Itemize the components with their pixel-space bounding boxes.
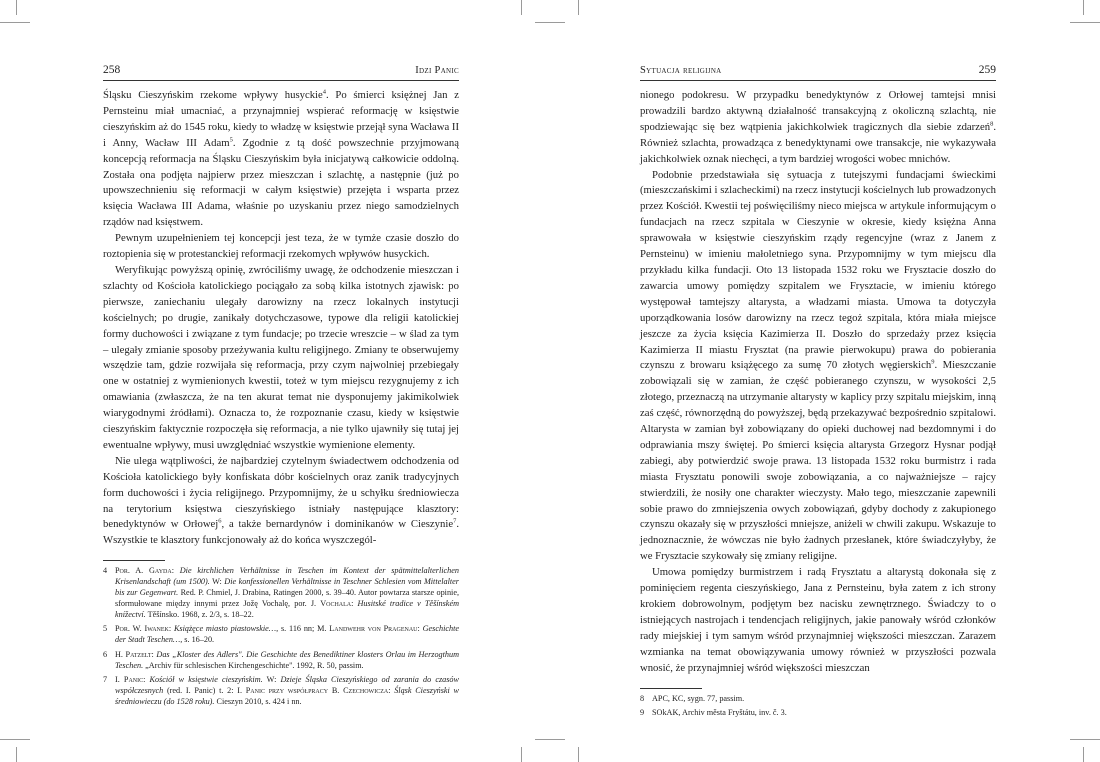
paragraph: Umowa pomiędzy burmistrzem i radą Frysztatu a altarystą dokonała się z pominięciem regenta cieszyńskiego, Jana z Pernsteinu, była zatem z ich strony krokiem dobrowolnym, podjętym bez nacisku zewnętrznego. Świadczy to o istniejących nastrojach i tendencjach religijnych, jakie panowały wśród członków rady miejskiej i tym samym wśród przynajmniej większości mieszczan. Zarazem wzmianka na temat obowiązywania umowy również w przyszłości pozwala wnosić, że przynajmniej wśród większości mieszczan: [640, 566, 996, 674]
body-text: [103, 88, 459, 549]
footnote-divider: [103, 560, 165, 561]
paragraph: Śląsku Cieszyńskim rzekome wpływy husyckie$^4$. Po śmierci księżnej Jan z Pernsteinu miał umacniać, a przynajmniej wspierać reformację w księstwie cieszyńskim aż do 1545 roku, kiedy to władzę w księstwie przejął syna Wacława II i Anny, Wacław III Adam$^5$. Zgodnie z tą dość powszechnie przyjmowaną koncepcją reformacja na Śląsku Cieszyńskim była inicjatywą całkowicie oddolną. Została ona podjęta najpierw przez mieszczan i szlachtę, a następnie (już po upowszechnieniu się reformacji w całym księstwie) przejęta i wsparta przez księcia Wacława III Adama, właśnie po uzyskaniu przez niego samodzielnych rządów nad księstwem.: [103, 88, 459, 229]
footnote: 6 H. Patzelt: Das „Kloster des Adlers". Die Geschichte des Benediktiner klosters Orlau im Herzogthum Teschen. „Archiv für schlesischen Kirchengeschichte". 1992, R. 50, passim.: [103, 649, 460, 670]
crop-mark: [0, 22, 30, 23]
paragraph: Pewnym uzupełnieniem tej koncepcji jest teza, że w tymże czasie doszło do roztopienia się w protestanckiej reformacji rzekomych wpływów husyckich.: [103, 232, 459, 261]
crop-mark: [535, 739, 565, 740]
footnotes: [640, 694, 996, 719]
crop-mark: [16, 0, 17, 15]
left-page: [103, 64, 459, 711]
footnote-ref[interactable]: 5: [229, 136, 233, 144]
crop-mark: [521, 0, 522, 15]
paragraph: Nie ulega wątpliwości, że najbardziej czytelnym świadectwem odchodzenia od Kościoła katolickiego były konfiskata dóbr kościelnych oraz zanik tradycyjnych form duchowości i życia religijnego. Przypomnijmy, że u schyłku średniowiecza na terytorium księstwa cieszyńskiego istniały następujące klasztory: benedyktynów w Orłowej$^6$, a także bernardynów i dominikanów w Cieszynie$^7$. Wszystkie te klasztory funkcjonowały aż do końca wyszczegól-: [103, 454, 459, 547]
footnote-ref[interactable]: 4: [322, 88, 327, 96]
right-page: [640, 64, 996, 722]
page-number: 259: [978, 64, 996, 76]
crop-mark: [1083, 0, 1084, 15]
crop-mark: [1070, 22, 1100, 23]
page-number: 258: [103, 64, 121, 76]
running-head: [103, 64, 459, 81]
footnote: 8 APC, KC, sygn. 77, passim.: [640, 693, 745, 703]
running-head-chapter: Sytuacja religijna: [640, 65, 722, 76]
crop-mark: [16, 747, 17, 762]
crop-mark: [1070, 739, 1100, 740]
paragraph: Weryfikując powyższą opinię, zwróciliśmy uwagę, że odchodzenie mieszczan i szlachty od Kościoła katolickiego pociągało za sobą kilka istotnych zjawisk: po pierwsze, zaniechaniu ulegały darowizny na rzecz lokalnych instytucji kościelnych; po drugie, zanikały dotychczasowe, typowe dla religii katolickiej formy duchowości i związane z tym fundacje; po trzecie wreszcie – w ślad za tym – ulegały zmianie sposoby przeżywania kultu religijnego. Zmiany te obserwujemy wszędzie tam, gdzie rozwijała się reformacja, przy czym najwolniej przebiegały one w ostatniej z wymienionych kwestii, toteż w tym miejscu rezygnujemy z ich omawiania (zwłaszcza, że na ten akurat temat nie dysponujemy jakimikolwiek wiarygodnymi źródłami). Oznacza to, że rozpoznanie czasu, kiedy w księstwie cieszyńskim faktycznie rozpoczęła się reformacja, a nie tylko ujawniły się tutaj jej ewentualne wpływy, musi uwzględniać wszystkie wymienione elementy.: [103, 263, 459, 451]
crop-mark: [0, 739, 30, 740]
footnote-divider: [640, 688, 702, 689]
footnote-ref[interactable]: 7: [453, 517, 457, 525]
body-text: [640, 88, 996, 677]
footnote: 9 SOkAK, Archiv města Fryštátu, inv. č. 3.: [640, 707, 787, 717]
running-head: [640, 64, 996, 81]
footnote: 7 I. Panic: Kościół w księstwie cieszyńskim. W: Dzieje Śląska Cieszyńskiego od zarania do czasów współczesnych (red. I. Panic) t. 2: I. Panic przy współpracy B. Czechowicza: Śląsk Cieszyński w średniowieczu (do 1528 roku). Cieszyn 2010, s. 424 i nn.: [103, 674, 459, 706]
running-head-author: Idzi Panic: [415, 65, 459, 76]
footnote: 5 Por. W. Iwanek: Książęce miasto piastowskie…, s. 116 nn; M. Landwehr von Pragenau: Geschichte der Stadt Teschen…, s. 16–20.: [103, 624, 460, 645]
footnote: 4 Por. A. Gayda: Die kirchlichen Verhältnisse in Teschen im Kontext der spätmittelalterlichen Krisenlandschaft (um 1500). W: Die konfessionellen Verhältnisse in Teschner Schlesien vom Mittelalter bis zur Gegenwart. Red. P. Chmiel, J. Drabina, Ratingen 2000, s. 39–40. Autor powtarza starsze opinie, sformułowane między innymi przez Jožę Vochalę, por. J. Vochala: Husitské tradice v Těšínském knížectví. Těšínsko. 1968, z. 2/3, s. 18–22.: [103, 566, 460, 619]
crop-mark: [521, 747, 522, 762]
crop-mark: [535, 22, 565, 23]
footnote-ref[interactable]: 9: [931, 358, 935, 366]
footnotes: [103, 566, 459, 707]
paragraph: Podobnie przedstawiała się sytuacja z tutejszymi fundacjami świeckimi (mieszczańskimi i szlacheckimi) na rzecz instytucji kościelnych lub prowadzonych przez Kościół. Kwestii tej poświęciliśmy nieco miejsca w artykule informującym o fundacjach na rzecz szpitala w Cieszynie w okresie, kiedy księżna Anna sprawowała w księstwie cieszyńskim rządy regencyjne (wraz z Janem z Pernsteinu) w imieniu małoletniego syna. Przypomnijmy w tym miejscu dla przykładu kilka fundacji. Oto 13 listopada 1532 roku we Frysztacie doszło do zawarcia umowy pomiędzy szpitalem we Frysztacie, w imieniu którego występował tamtejszy altarysta, a władzami miasta. Umowa ta dotyczyła uporządkowania losów darowizny na rzecz tegoż szpitala, która miała miejsce jeszcze za życia księcia Kazimierza II. Doszło do sprzedaży przez księcia Kazimierza II miastu Frysztat (na prawie pierwokupu) prawa do pobierania czynszu z browaru książęcego za sumę 70 złotych węgierskich$^9$. Mieszczanie zobowiązali się w zamian, że część pobieranego czynszu, w wysokości 2,5 złotego, przeznaczą na utrzymanie altarysty w kaplicy przy szpitalu miejskim, inną zaś część, równorzędną do powyższej, będą przekazywać bezpośrednio szpitalowi. Altarysta w zamian był zobowiązany do opieki duchowej nad bezdomnymi i do odprawiania mszy świętej. Po śmierci księcia altarysta Grzegorz Hysnar podjął zabiegi, aby potwierdzić swoje prawa. 13 listopada 1532 roku burmistrz i rada miasta Frysztatu ponowili swoje zobowiązania, a co najważniejsze – rajcy stwierdzili, że nosiły one charakter wieczysty. Mało tego, mieszczanie zapewnili sobie prawo do zmniejszenia owych zobowiązań, gdyby dochody z zakupionego czynszu okazały się w przyszłości mniejsze, aniżeli w chwili zakupu. Wskazuje to jednoznacznie, że wówczas nie było żadnych przesłanek, które świadczyłyby, że we Frysztacie szykowały się zmiany religijne.: [640, 168, 997, 563]
crop-mark: [1083, 747, 1084, 762]
crop-mark: [578, 0, 579, 15]
footnote-ref[interactable]: 6: [218, 517, 222, 525]
paragraph: nionego podokresu. W przypadku benedyktynów z Orłowej tamtejsi mnisi prowadzili bardzo aktywną działalność transakcyjną z okoliczną szlachtą, nie spodziewając się bez wątpienia jakichkolwiek tragicznych dla siebie zdarzeń$^8$. Również szlachta, prowadząca z benedyktynami owe transakcje, nie wykazywała jakichkolwiek oznak niechęci, a tym bardziej wrogości wobec mnichów.: [640, 89, 996, 165]
footnote-ref[interactable]: 8: [990, 120, 994, 128]
crop-mark: [578, 747, 579, 762]
